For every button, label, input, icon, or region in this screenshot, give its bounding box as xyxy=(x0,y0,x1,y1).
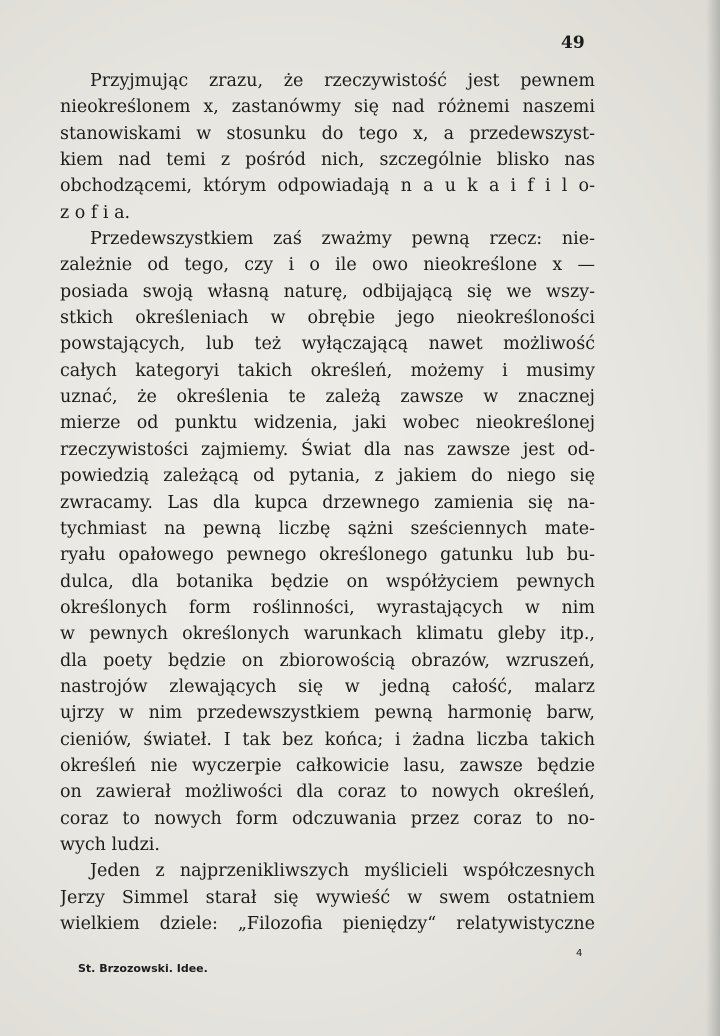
text-line: wych ludzi. xyxy=(60,834,160,855)
text-line: całych kategoryi takich określeń, możemy i musimy xyxy=(60,360,595,381)
text-line: kiem nad temi z pośród nich, szczególnie blisko nas xyxy=(60,150,595,171)
text-line: stanowiskami w stosunku do tego x, a przedewszyst- xyxy=(60,123,595,144)
text-line: w pewnych określonych warunkach klimatu gleby itp., xyxy=(60,624,595,645)
text-line: Jerzy Simmel starał się wywieść w swem ostatniem xyxy=(60,887,595,908)
text-line: zwracamy. Las dla kupca drzewnego zamienia się na- xyxy=(60,492,595,513)
text-line: powstających, lub też wyłączającą nawet możliwość xyxy=(60,334,595,355)
text-line: Jeden z najprzenikliwszych myślicieli współczesnych xyxy=(90,861,595,882)
text-line: dulca, dla botanika będzie on współżyciem pewnych xyxy=(60,571,595,592)
body-text xyxy=(60,68,595,937)
text-line: ujrzy w nim przedewszystkiem pewną harmonię barw, xyxy=(60,703,595,724)
text-line: dla poety będzie on zbiorowością obrazów, wzruszeń, xyxy=(60,650,595,671)
text-line: mierze od punktu widzenia, jaki wobec nieokreślonej xyxy=(60,413,595,434)
signature-mark: 4 xyxy=(576,948,583,959)
printer-signature: St. Brzozowski. Idee. xyxy=(78,962,208,975)
text-line: Przyjmując zrazu, że rzeczywistość jest pewnem xyxy=(90,71,595,91)
text-line: nieokreślonem x, zastanówmy się nad różnemi naszemi xyxy=(60,97,595,118)
text-line: obchodzącemi, którym odpowiadają n a u k a i f i l o- xyxy=(60,176,595,197)
text-line: zależnie od tego, czy i o ile owo nieokreślone x — xyxy=(60,255,595,276)
text-line: coraz to nowych form odczuwania przez coraz to no- xyxy=(60,808,595,829)
text-line: ryału opałowego pewnego określonego gatunku lub bu- xyxy=(60,545,595,566)
text-line: on zawierał możliwości dla coraz to nowych określeń, xyxy=(60,782,595,803)
page-edge-shadow xyxy=(706,0,720,1036)
text-line: Przedewszystkiem zaś zważmy pewną rzecz: nie- xyxy=(90,229,595,250)
text-line: posiada swoją własną naturę, odbijającą się we wszy- xyxy=(60,281,595,302)
text-line: uznać, że określenia te zależą zawsze w znacznej xyxy=(60,387,595,408)
text-line: powiedzią zależącą od pytania, z jakiem do niego się xyxy=(60,466,595,487)
text-line: stkich określeniach w obrębie jego nieokreśloności xyxy=(60,308,595,329)
text-line: wielkiem dziele: „Filozofia pieniędzy“ relatywistyczne xyxy=(60,914,595,934)
text-line: tychmiast na pewną liczbę sążni sześciennych mate- xyxy=(60,518,595,539)
text-line: z o f i a. xyxy=(60,202,131,223)
text-line: określonych form roślinności, wyrastających w nim xyxy=(60,597,595,618)
page-number: 49 xyxy=(561,33,585,53)
text-line: cieniów, świateł. I tak bez końca; i żadna liczba takich xyxy=(60,729,595,750)
text-line: określeń nie wyczerpie całkowicie lasu, zawsze będzie xyxy=(60,755,595,776)
text-line: nastrojów zlewających się w jedną całość, malarz xyxy=(60,676,595,697)
text-line: rzeczywistości zajmiemy. Świat dla nas zawsze jest od- xyxy=(60,439,595,460)
